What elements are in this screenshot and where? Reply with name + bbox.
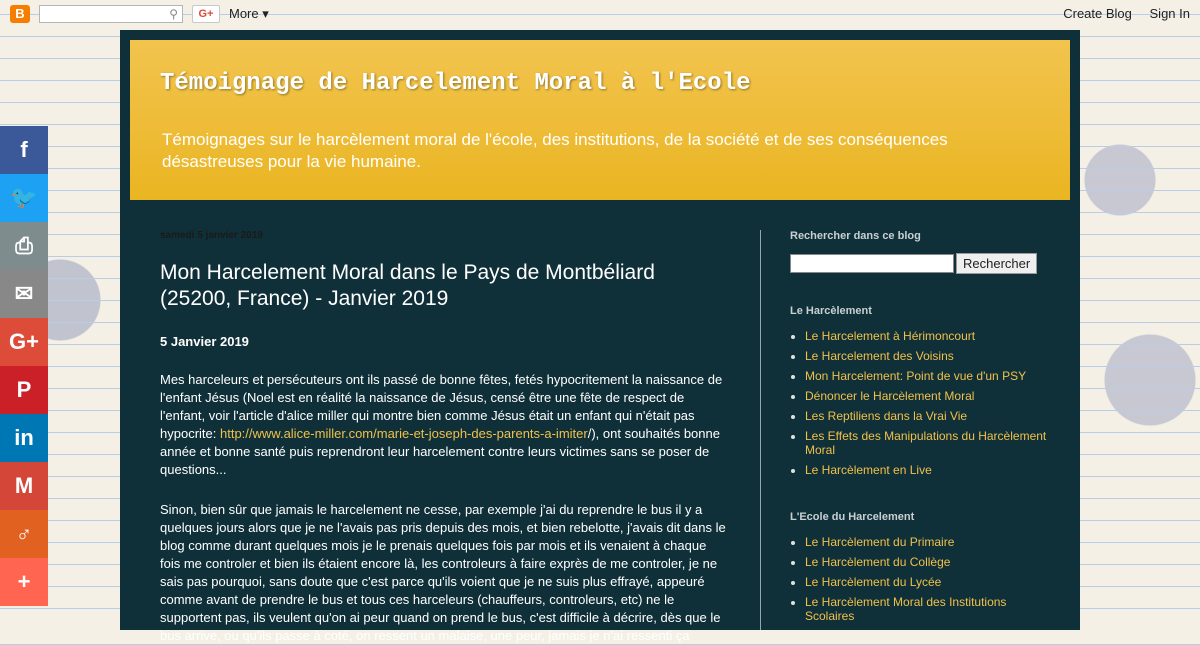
sidebar-link-item: [805, 575, 1050, 589]
post-date-line: 5 Janvier 2019: [160, 334, 249, 349]
column-divider: [760, 230, 761, 630]
sidebar-link[interactable]: Le Harcelement à Hérimoncourt: [805, 329, 976, 343]
section-title-ecole: L'Ecole du Harcelement: [790, 511, 915, 523]
pinterest-share-icon[interactable]: P: [0, 366, 48, 414]
post-text: /), ont souhaités bonne année et bonne santé puis reprendront leur harcelement contre leurs victimes sans se poser de questions...: [160, 426, 720, 477]
search-widget-title: Rechercher dans ce blog: [790, 230, 921, 242]
main-column: [160, 230, 730, 645]
ecole-link-list: [790, 535, 1050, 623]
navbar-search-input[interactable]: [39, 5, 183, 23]
sidebar-link[interactable]: Le Harcèlement Moral des Institutions Scolaires: [805, 595, 1007, 623]
google-plus-button[interactable]: G+: [192, 5, 220, 23]
sidebar-link[interactable]: Le Harcèlement en Live: [805, 463, 932, 477]
search-button[interactable]: Rechercher: [956, 253, 1037, 274]
sidebar-link[interactable]: Le Harcèlement du Collège: [805, 555, 951, 569]
facebook-share-icon[interactable]: f: [0, 126, 48, 174]
sidebar: [790, 230, 1050, 629]
sidebar-link[interactable]: Le Harcelement des Voisins: [805, 349, 954, 363]
section-title-harcelement: Le Harcèlement: [790, 305, 872, 317]
harcelement-link-list: [790, 329, 1050, 477]
sidebar-link[interactable]: Les Reptiliens dans la Vrai Vie: [805, 409, 968, 423]
post-paragraph: [160, 371, 730, 479]
sidebar-link[interactable]: Le Harcèlement du Primaire: [805, 535, 955, 549]
search-widget: [790, 253, 1050, 274]
sidebar-link-item: [805, 555, 1050, 569]
more-menu[interactable]: More ▾: [229, 6, 269, 21]
sidebar-link[interactable]: Dénoncer le Harcèlement Moral: [805, 389, 975, 403]
sidebar-link[interactable]: Mon Harcelement: Point de vue d'un PSY: [805, 369, 1027, 383]
create-blog-link[interactable]: Create Blog: [1063, 6, 1132, 21]
alice-miller-link[interactable]: http://www.alice-miller.com/marie-et-joseph-des-parents-a-imiter: [219, 426, 588, 441]
email-share-icon[interactable]: ✉: [0, 270, 48, 318]
gmail-share-icon[interactable]: M: [0, 462, 48, 510]
linkedin-share-icon[interactable]: in: [0, 414, 48, 462]
sidebar-link-item: [805, 369, 1050, 383]
post-body: [160, 371, 730, 645]
print-share-icon[interactable]: ⎙: [0, 222, 48, 270]
blogger-navbar: [0, 0, 1200, 28]
blog-container: [120, 30, 1080, 643]
sidebar-link-item: [805, 535, 1050, 549]
blog-description: Témoignages sur le harcèlement moral de l'école, des institutions, de la société et de ses conséquences désastreuses pour la vie humaine.: [162, 130, 948, 171]
twitter-share-icon[interactable]: 🐦: [0, 174, 48, 222]
blog-title[interactable]: Témoignage de Harcelement Moral à l'Ecole: [160, 70, 751, 97]
blog-search-input[interactable]: [790, 254, 954, 273]
post-title[interactable]: Mon Harcelement Moral dans le Pays de Montbéliard (25200, France) - Janvier 2019: [160, 261, 655, 310]
yummly-share-icon[interactable]: ♂: [0, 510, 48, 558]
sidebar-link-item: [805, 409, 1050, 423]
navbar-account-links: [1049, 6, 1190, 21]
search-icon[interactable]: ⚲: [169, 7, 178, 21]
sidebar-link[interactable]: Le Harcèlement du Lycée: [805, 575, 942, 589]
date-header: samedi 5 janvier 2019: [160, 230, 263, 241]
sign-in-link[interactable]: Sign In: [1149, 6, 1190, 21]
sidebar-link-item: [805, 595, 1050, 623]
sidebar-link-item: [805, 389, 1050, 403]
more-share-share-icon[interactable]: +: [0, 558, 48, 606]
google-plus-share-icon[interactable]: G+: [0, 318, 48, 366]
share-sidebar: [0, 126, 48, 606]
blogger-logo-icon[interactable]: B: [10, 5, 30, 23]
sidebar-link-item: [805, 349, 1050, 363]
sidebar-link-item: [805, 463, 1050, 477]
sidebar-link-item: [805, 329, 1050, 343]
sidebar-link-item: [805, 429, 1050, 457]
blog-header: [130, 40, 1070, 200]
sidebar-link[interactable]: Les Effets des Manipulations du Harcèlement Moral: [805, 429, 1047, 457]
post-paragraph: Sinon, bien sûr que jamais le harcelement ne cesse, par exemple j'ai du reprendre le bus il y a quelques jours alors que je ne l'avais pas pris depuis des mois, et bien rebelotte, j'avais dit dans le blog comme durant quelques mois je le prenais quelques fois par mois et ils venaient à chaque fois me controler et bien ils étaient encore là, les controleurs à faire exprès de me controler, je ne sais pas pourquoi, sans doute que c'est parce qu'ils voient que je ne suis plus effrayé, appeuré comme avant de prendre le bus et tous ces harceleurs (chauffeurs, controleurs, etc) ne le supportent pas, ils veulent qu'on ai peur quand on prend le bus, c'est difficile à décrire, dès que le bus arrive, ou qu'ils passe à coté, on ressent un malaise, une peur, jamais je n'ai ressenti ça: [160, 502, 726, 643]
post-text: Mes harceleurs et persécuteurs ont ils passé de bonne fêtes, fetés hypocritement la naissance de l'enfant Jésus (Noel est en réalité la naissance de Jésus, censé être une fête de respect de l'enfant, voir l'article d'alice miller qui montre bien comme Jésus était un enfant qui n'était pas hypocrite:: [160, 372, 723, 441]
